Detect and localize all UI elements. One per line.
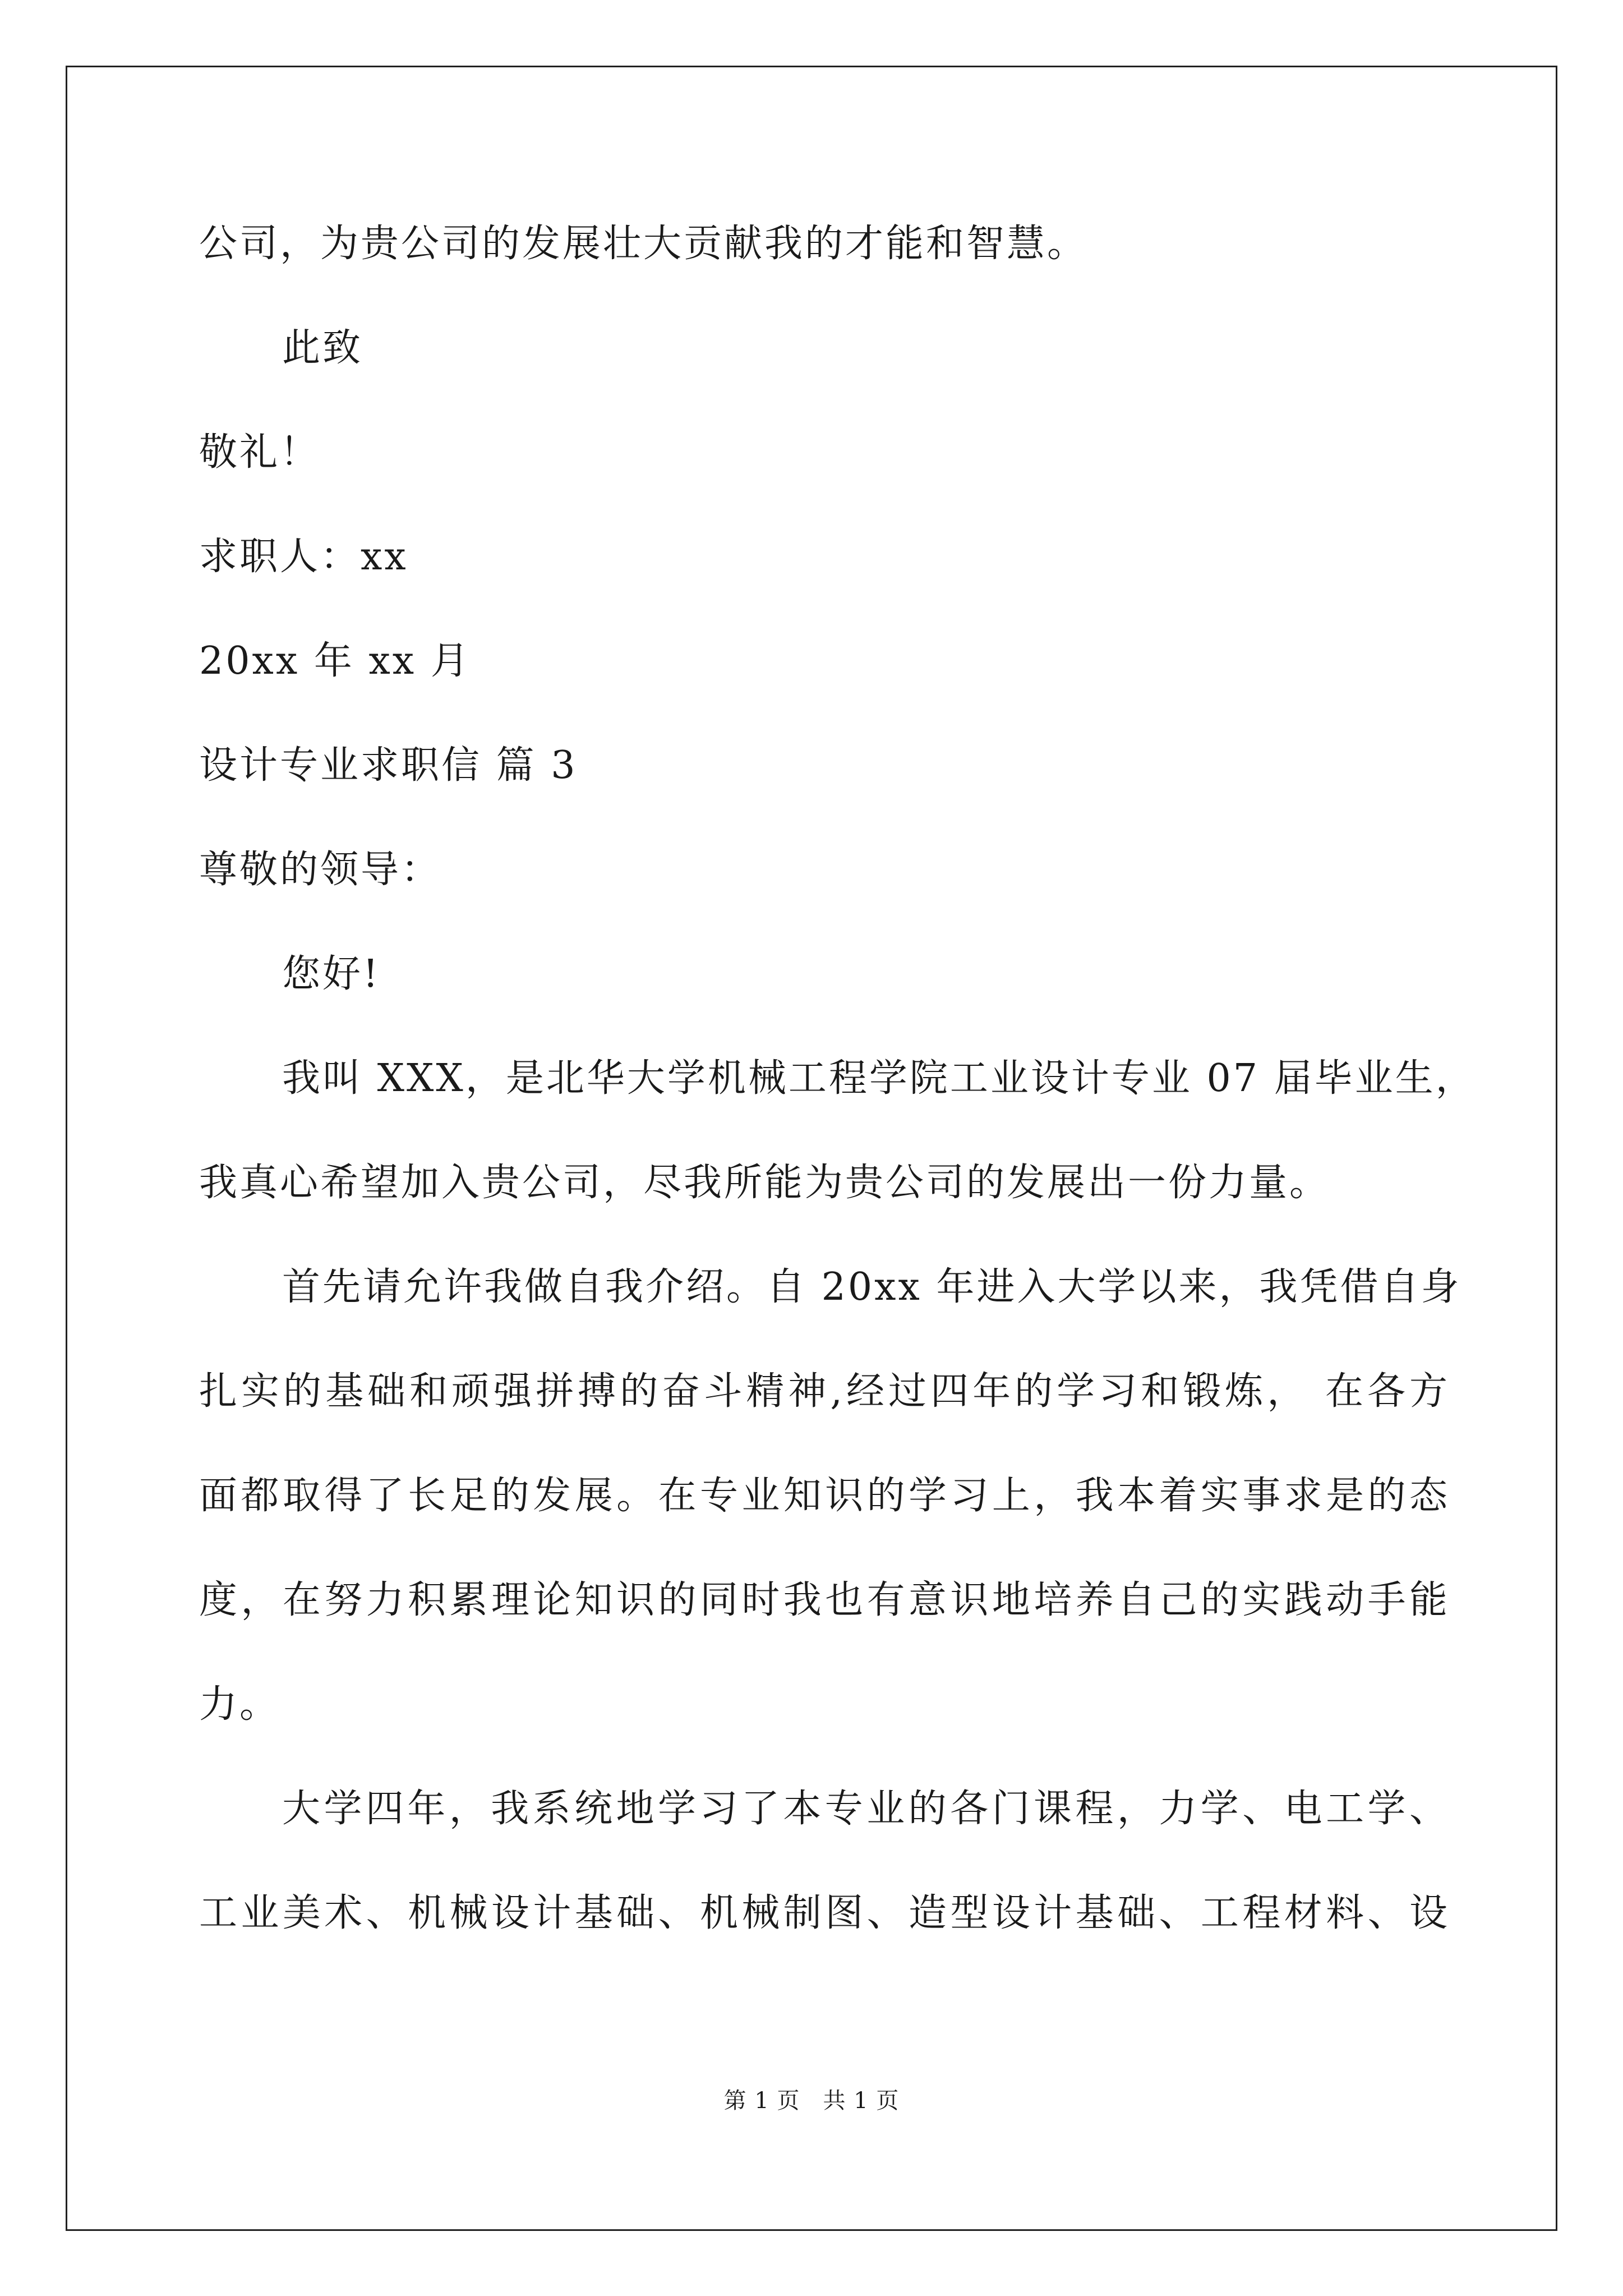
closing-paragraph-line: 公司，为贵公司的发展壮大贡献我的才能和智慧。 [199,222,1088,266]
paragraph-self-intro-line: 面都取得了长足的发展。在专业知识的学习上，我本着实事求是的态 [199,1474,1450,1518]
letter-date: 20xx 年 xx 月 [199,639,471,683]
paragraph-self-intro-line: 度，在努力积累理论知识的同时我也有意识地培养自己的实践动手能 [199,1578,1450,1622]
paragraph-courses-line: 工业美术、机械设计基础、机械制图、造型设计基础、工程材料、设 [199,1891,1450,1935]
paragraph-intro-line: 我真心希望加入贵公司，尽我所能为贵公司的发展出一份力量。 [199,1161,1330,1205]
paragraph-self-intro-line: 首先请允许我做自我介绍。自 20xx 年进入大学以来，我凭借自身 [282,1265,1461,1309]
section-heading: 设计专业求职信 篇 3 [199,743,578,788]
paragraph-self-intro-line: 扎实的基础和顽强拼搏的奋斗精神,经过四年的学习和锻炼， 在各方 [199,1369,1450,1414]
paragraph-courses-line: 大学四年，我系统地学习了本专业的各门课程，力学、电工学、 [282,1787,1450,1831]
applicant-signature: 求职人：xx [199,535,408,579]
paragraph-self-intro-line: 力。 [199,1682,280,1727]
salutation-jingli: 敬礼！ [199,430,321,475]
salutation-cizhi: 此致 [282,326,363,370]
greeting-recipient: 尊敬的领导： [199,848,442,892]
paragraph-intro-line: 我叫 XXX，是北华大学机械工程学院工业设计专业 07 届毕业生， [282,1056,1476,1101]
page-footer: 第 1 页 共 1 页 [723,2088,900,2114]
greeting-hello: 您好! [282,952,381,996]
